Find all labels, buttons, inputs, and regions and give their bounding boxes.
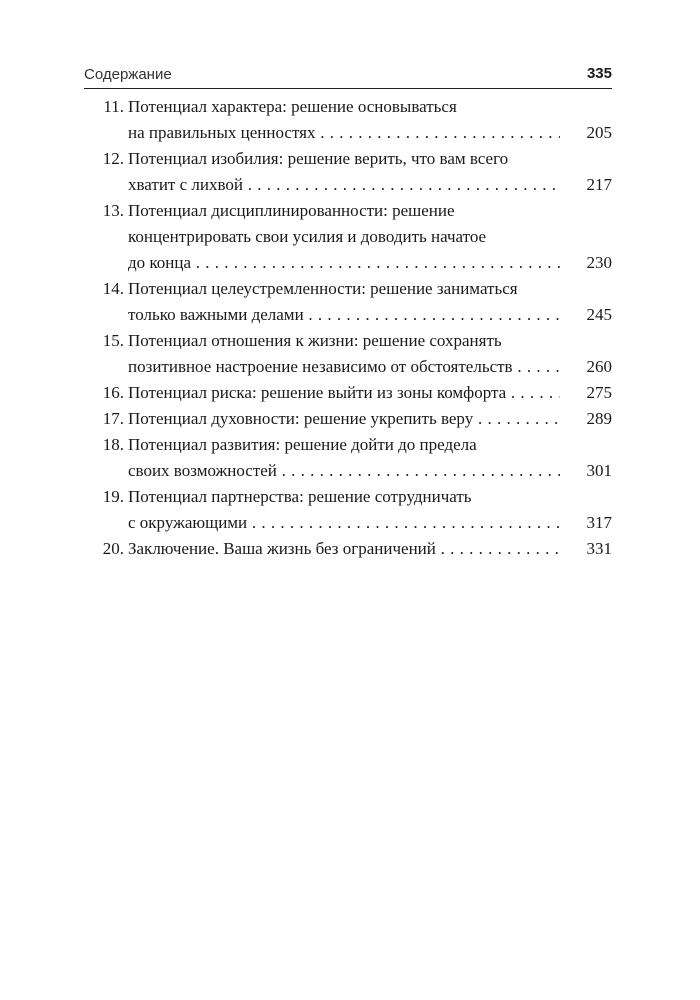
toc-entry-title: своих возможностей . . . (128, 458, 560, 484)
toc-entry (84, 484, 612, 536)
toc-entry-title: Потенциал дисциплинированности: решение (128, 201, 455, 220)
toc-entry-line (84, 224, 612, 250)
header-rule (84, 88, 612, 89)
toc-entry-page: 289 (586, 409, 612, 428)
toc-entry (84, 328, 612, 380)
toc-entry-title: хватит с лихвой . . . (128, 172, 560, 198)
toc-entry-page: 230 (586, 253, 612, 272)
toc-entry-line (84, 484, 612, 510)
toc-entry-title: Потенциал развития: решение дойти до предела (128, 435, 477, 454)
toc-entry-line (84, 328, 612, 354)
header-page-number: 335 (586, 65, 612, 82)
toc-entry-line (84, 458, 612, 484)
toc-entry-title: Потенциал риска: решение выйти из зоны комфорта . . . (128, 380, 560, 406)
toc-entry-title: Заключение. Ваша жизнь без ограничений . . . (128, 536, 560, 562)
toc-entry-page: 217 (586, 175, 612, 194)
toc-entry-line (84, 354, 612, 380)
toc-entry-number: 14. (102, 279, 124, 298)
toc-entry-page: 260 (586, 357, 612, 376)
toc-entry-number: 12. (102, 149, 124, 168)
toc-entry-line (84, 172, 612, 198)
toc-entry-number: 18. (102, 435, 124, 454)
toc-entry-title: Потенциал духовности: решение укрепить веру . . . (128, 406, 560, 432)
toc-entry (84, 146, 612, 198)
toc-entry-number: 15. (102, 331, 124, 350)
toc-entry-title: с окружающими . . . (128, 510, 560, 536)
toc-entry-number: 19. (102, 487, 124, 506)
toc-entry-title: Потенциал отношения к жизни: решение сохранять (128, 331, 502, 350)
toc-entry-page: 275 (586, 383, 612, 402)
toc-entry-title: до конца . . . (128, 250, 560, 276)
toc-entry-number: 16. (102, 383, 124, 402)
header-title: Содержание (84, 66, 172, 83)
toc-entry-number: 20. (102, 539, 124, 558)
toc-entry-line (84, 406, 612, 432)
toc-entry-number: 17. (102, 409, 124, 428)
running-header (84, 66, 612, 86)
toc-entry-page: 245 (586, 305, 612, 324)
toc-entry-title: Потенциал характера: решение основываться (128, 97, 457, 116)
toc-entry (84, 536, 612, 562)
toc-entry-page: 317 (586, 513, 612, 532)
toc-entry (84, 380, 612, 406)
toc-entry-title: на правильных ценностях . . . (128, 120, 560, 146)
toc-entry-line (84, 380, 612, 406)
toc-entry-title: Потенциал изобилия: решение верить, что вам всего (128, 149, 509, 168)
toc-entry-title: Потенциал целеустремленности: решение заниматься (128, 279, 518, 298)
toc-entry-page: 331 (586, 539, 612, 558)
toc-entry (84, 94, 612, 146)
toc-entry (84, 432, 612, 484)
toc-entry-line (84, 276, 612, 302)
toc-entry-line (84, 510, 612, 536)
toc-entry-page: 301 (586, 461, 612, 480)
table-of-contents (84, 94, 612, 562)
toc-entry (84, 276, 612, 328)
toc-entry-line (84, 94, 612, 120)
toc-entry-number: 11. (103, 97, 124, 116)
toc-entry-line (84, 146, 612, 172)
toc-entry-line (84, 120, 612, 146)
toc-entry-page: 205 (586, 123, 612, 142)
toc-entry-title: концентрировать свои усилия и доводить начатое (128, 227, 487, 246)
toc-entry (84, 406, 612, 432)
toc-entry-title: позитивное настроение независимо от обстоятельств . . . (128, 354, 560, 380)
toc-entry-title: Потенциал партнерства: решение сотрудничать (128, 487, 472, 506)
toc-entry-line (84, 432, 612, 458)
toc-entry-line (84, 250, 612, 276)
toc-entry-line (84, 302, 612, 328)
toc-entry-line (84, 536, 612, 562)
toc-entry (84, 198, 612, 276)
toc-entry-number: 13. (102, 201, 124, 220)
toc-entry-title: только важными делами . . . (128, 302, 560, 328)
toc-entry-line (84, 198, 612, 224)
